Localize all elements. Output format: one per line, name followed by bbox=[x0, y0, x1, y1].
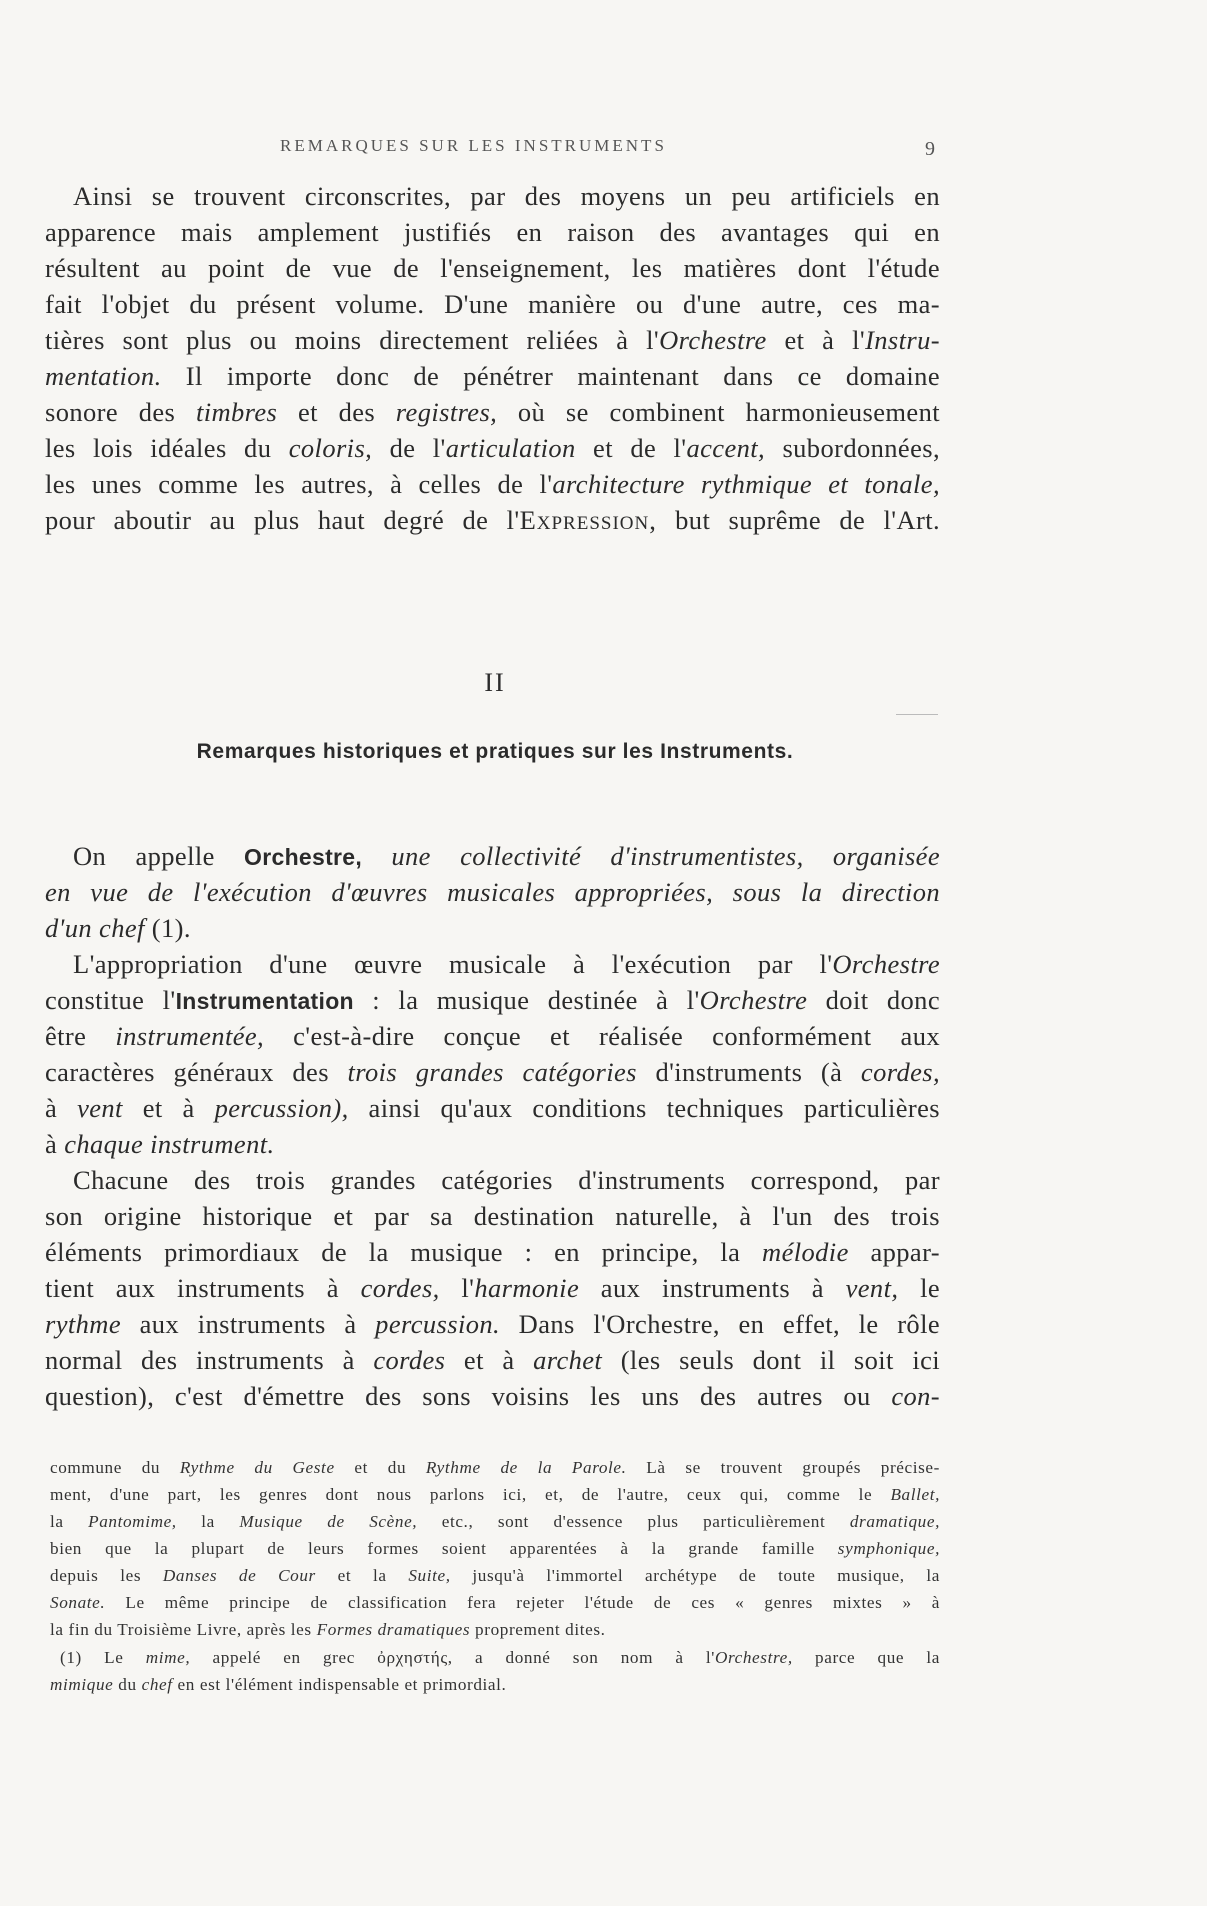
running-head: REMARQUES SUR LES INSTRUMENTS bbox=[280, 136, 667, 155]
text-run: etc., sont d'essence plus particulièrement bbox=[417, 1512, 850, 1531]
text-line bbox=[45, 178, 940, 214]
footnote-line bbox=[60, 1644, 940, 1671]
italic-run: vent, bbox=[845, 1273, 899, 1303]
text-line bbox=[45, 838, 940, 875]
italic-run: percussion), bbox=[214, 1093, 349, 1123]
text-run: et à bbox=[445, 1345, 534, 1375]
italic-run: timbres bbox=[195, 397, 278, 427]
text-run: et à bbox=[122, 1093, 215, 1123]
text-run: résultent au point de vue de l'enseignement, les matières dont l'étude bbox=[45, 253, 940, 283]
text-run: (1). bbox=[144, 913, 191, 943]
text-run: sonore des bbox=[45, 397, 196, 427]
text-line bbox=[45, 910, 940, 946]
italic-run: coloris, bbox=[288, 433, 373, 463]
italic-run: cordes, bbox=[860, 1057, 940, 1087]
text-line bbox=[45, 1126, 940, 1162]
italic-run: symphonique, bbox=[837, 1539, 940, 1558]
footnote-line bbox=[50, 1535, 940, 1562]
section-number: II bbox=[484, 668, 506, 697]
text-line bbox=[45, 1198, 940, 1234]
bold-term: Orchestre, bbox=[244, 844, 363, 870]
italic-run: Formes dramatiques bbox=[316, 1620, 471, 1639]
text-run: et la bbox=[315, 1566, 409, 1585]
text-run: les lois idéales du bbox=[45, 433, 289, 463]
footnote-line bbox=[50, 1454, 940, 1481]
footnote-line bbox=[50, 1671, 940, 1698]
text-run: en est l'élément indispensable et primordial. bbox=[172, 1675, 507, 1694]
text-run: la bbox=[50, 1512, 89, 1531]
section-title: Remarques historiques et pratiques sur les Instruments. bbox=[196, 740, 794, 763]
italic-run: registres, bbox=[395, 397, 498, 427]
smallcaps-run: Expression, bbox=[519, 505, 657, 535]
text-run: d'instruments (à bbox=[636, 1057, 861, 1087]
text-run: de l' bbox=[372, 433, 446, 463]
text-run: pour aboutir au plus haut degré de l' bbox=[45, 505, 520, 535]
text-run: Là se trouvent groupés précise- bbox=[626, 1458, 940, 1477]
italic-run: Sonate. bbox=[50, 1593, 106, 1612]
text-run: aux instruments à bbox=[579, 1273, 846, 1303]
italic-run: chaque instrument. bbox=[64, 1129, 275, 1159]
text-line bbox=[45, 1162, 940, 1198]
text-run: à bbox=[45, 1093, 78, 1123]
italic-run: en vue de l'exécution d'œuvres musicales appropriées, sous la direction bbox=[45, 877, 940, 907]
text-run: et à l' bbox=[766, 325, 866, 355]
italic-run: Ballet, bbox=[890, 1485, 940, 1504]
text-run: être bbox=[45, 1021, 116, 1051]
italic-run: dramatique, bbox=[849, 1512, 940, 1531]
text-run: du bbox=[113, 1675, 142, 1694]
text-run: jusqu'à l'immortel archétype de toute musique, la bbox=[450, 1566, 940, 1585]
text-run: aux instruments à bbox=[121, 1309, 376, 1339]
bold-term: Instrumentation bbox=[175, 988, 354, 1014]
text-run: Ainsi se trouvent circonscrites, par des moyens un peu artificiels en bbox=[73, 181, 940, 211]
italic-run: Rythme de la Parole. bbox=[425, 1458, 627, 1477]
italic-run: cordes bbox=[373, 1345, 446, 1375]
text-run: commune du bbox=[50, 1458, 180, 1477]
text-run: c'est-à-dire conçue et réalisée conformément aux bbox=[264, 1021, 940, 1051]
italic-run: Instru- bbox=[865, 325, 940, 355]
text-run: Chacune des trois grandes catégories d'instruments correspond, par bbox=[73, 1165, 940, 1195]
text-run: les unes comme les autres, à celles de l' bbox=[45, 469, 553, 499]
italic-run: cordes, bbox=[360, 1273, 440, 1303]
italic-run: con- bbox=[891, 1381, 940, 1411]
greek-run: ὀρχηστής, bbox=[377, 1648, 453, 1667]
italic-run: percussion. bbox=[375, 1309, 501, 1339]
text-line bbox=[45, 322, 940, 358]
text-run: (les seuls dont il soit ici bbox=[602, 1345, 941, 1375]
text-run: Le même principe de classification fera rejeter l'étude de ces « genres mixtes » à bbox=[105, 1593, 940, 1612]
margin-rule bbox=[896, 714, 938, 715]
italic-run: Musique de Scène, bbox=[239, 1512, 418, 1531]
text-run: et du bbox=[334, 1458, 426, 1477]
text-run: le bbox=[898, 1273, 940, 1303]
text-run: subordonnées, bbox=[765, 433, 940, 463]
text-run: but suprême de l'Art. bbox=[656, 505, 940, 535]
italic-run: mimique bbox=[50, 1675, 114, 1694]
text-run: tient aux instruments à bbox=[45, 1273, 361, 1303]
text-run: la fin du Troisième Livre, après les bbox=[50, 1620, 317, 1639]
text-run: apparence mais amplement justifiés en raison des avantages qui en bbox=[45, 217, 940, 247]
italic-run: mélodie bbox=[762, 1237, 849, 1267]
text-run: doit donc bbox=[807, 985, 940, 1015]
italic-run: Orchestre bbox=[699, 985, 808, 1015]
text-line bbox=[45, 1342, 940, 1378]
text-line bbox=[45, 502, 940, 538]
text-line bbox=[45, 1054, 940, 1090]
text-run: : la musique destinée à l' bbox=[353, 985, 700, 1015]
text-run: proprement dites. bbox=[470, 1620, 606, 1639]
italic-run: trois grandes catégories bbox=[347, 1057, 637, 1087]
italic-run: vent bbox=[77, 1093, 123, 1123]
italic-run: Orchestre, bbox=[714, 1648, 793, 1667]
italic-run: Danses de Cour bbox=[162, 1566, 316, 1585]
italic-run: harmonie bbox=[474, 1273, 580, 1303]
text-run: depuis les bbox=[50, 1566, 163, 1585]
text-run: fait l'objet du présent volume. D'une manière ou d'une autre, ces ma- bbox=[45, 289, 940, 319]
text-run: appar- bbox=[848, 1237, 940, 1267]
footnote-line bbox=[50, 1616, 940, 1643]
text-run: éléments primordiaux de la musique : en principe, la bbox=[45, 1237, 763, 1267]
text-line bbox=[45, 946, 940, 982]
text-line bbox=[45, 466, 940, 502]
text-line bbox=[45, 1018, 940, 1054]
italic-run: d'un chef bbox=[45, 913, 145, 943]
italic-run: accent, bbox=[686, 433, 766, 463]
italic-run: Orchestre bbox=[659, 325, 767, 355]
italic-run: chef bbox=[141, 1675, 173, 1694]
text-run: à bbox=[45, 1129, 65, 1159]
italic-run: articulation bbox=[445, 433, 576, 463]
text-run: question), c'est d'émettre des sons voisins les uns des autres ou bbox=[45, 1381, 892, 1411]
text-run: et de l' bbox=[575, 433, 687, 463]
italic-run: archet bbox=[533, 1345, 603, 1375]
text-line bbox=[45, 1090, 940, 1126]
text-run: l' bbox=[439, 1273, 475, 1303]
text-line bbox=[45, 1306, 940, 1342]
text-run: constitue l' bbox=[45, 985, 176, 1015]
text-line bbox=[45, 250, 940, 286]
text-line bbox=[45, 1270, 940, 1306]
italic-run: Rythme du Geste bbox=[179, 1458, 335, 1477]
text-line bbox=[45, 394, 940, 430]
text-line bbox=[45, 358, 940, 394]
text-line bbox=[45, 982, 940, 1019]
text-run: Dans l'Orchestre, en effet, le rôle bbox=[500, 1309, 940, 1339]
text-run: L'appropriation d'une œuvre musicale à l'exécution par l' bbox=[73, 949, 833, 979]
text-run: Il importe donc de pénétrer maintenant dans ce domaine bbox=[161, 361, 940, 391]
italic-run: Suite, bbox=[408, 1566, 451, 1585]
text-line bbox=[45, 214, 940, 250]
italic-run: instrumentée, bbox=[115, 1021, 265, 1051]
text-run: caractères généraux des bbox=[45, 1057, 348, 1087]
text-run: son origine historique et par sa destination naturelle, à l'un des trois bbox=[45, 1201, 940, 1231]
text-line bbox=[45, 430, 940, 466]
footnote-line bbox=[50, 1508, 940, 1535]
footnote-line bbox=[50, 1562, 940, 1589]
italic-run: Pantomime, bbox=[88, 1512, 177, 1531]
text-run: où se combinent harmonieusement bbox=[497, 397, 940, 427]
text-run: ment, d'une part, les genres dont nous parlons ici, et, de l'autre, ceux qui, comme le bbox=[50, 1485, 891, 1504]
text-run: normal des instruments à bbox=[45, 1345, 374, 1375]
text-run: a donné son nom à l' bbox=[452, 1648, 715, 1667]
text-run: et des bbox=[277, 397, 396, 427]
italic-run: Orchestre bbox=[832, 949, 940, 979]
text-run: On appelle bbox=[73, 841, 245, 871]
text-line bbox=[45, 1378, 940, 1414]
italic-run: architecture rythmique et tonale, bbox=[552, 469, 940, 499]
text-run: la bbox=[176, 1512, 240, 1531]
text-run bbox=[362, 841, 391, 871]
text-run: appelé en grec bbox=[190, 1648, 378, 1667]
italic-run: mentation. bbox=[45, 361, 162, 391]
text-line bbox=[45, 286, 940, 322]
italic-run: rythme bbox=[45, 1309, 121, 1339]
text-run: bien que la plupart de leurs formes soient apparentées à la grande famille bbox=[50, 1539, 838, 1558]
text-line bbox=[45, 1234, 940, 1270]
text-run: tières sont plus ou moins directement reliées à l' bbox=[45, 325, 660, 355]
italic-run: mime, bbox=[145, 1648, 191, 1667]
text-run: (1) Le bbox=[60, 1648, 146, 1667]
text-run: ainsi qu'aux conditions techniques particulières bbox=[348, 1093, 941, 1123]
footnote-line bbox=[50, 1589, 940, 1616]
footnote-line bbox=[50, 1481, 940, 1508]
text-run: parce que la bbox=[792, 1648, 941, 1667]
italic-run: une collectivité d'instrumentistes, organisée bbox=[391, 841, 940, 871]
text-line bbox=[45, 874, 940, 910]
page-number: 9 bbox=[925, 138, 935, 160]
